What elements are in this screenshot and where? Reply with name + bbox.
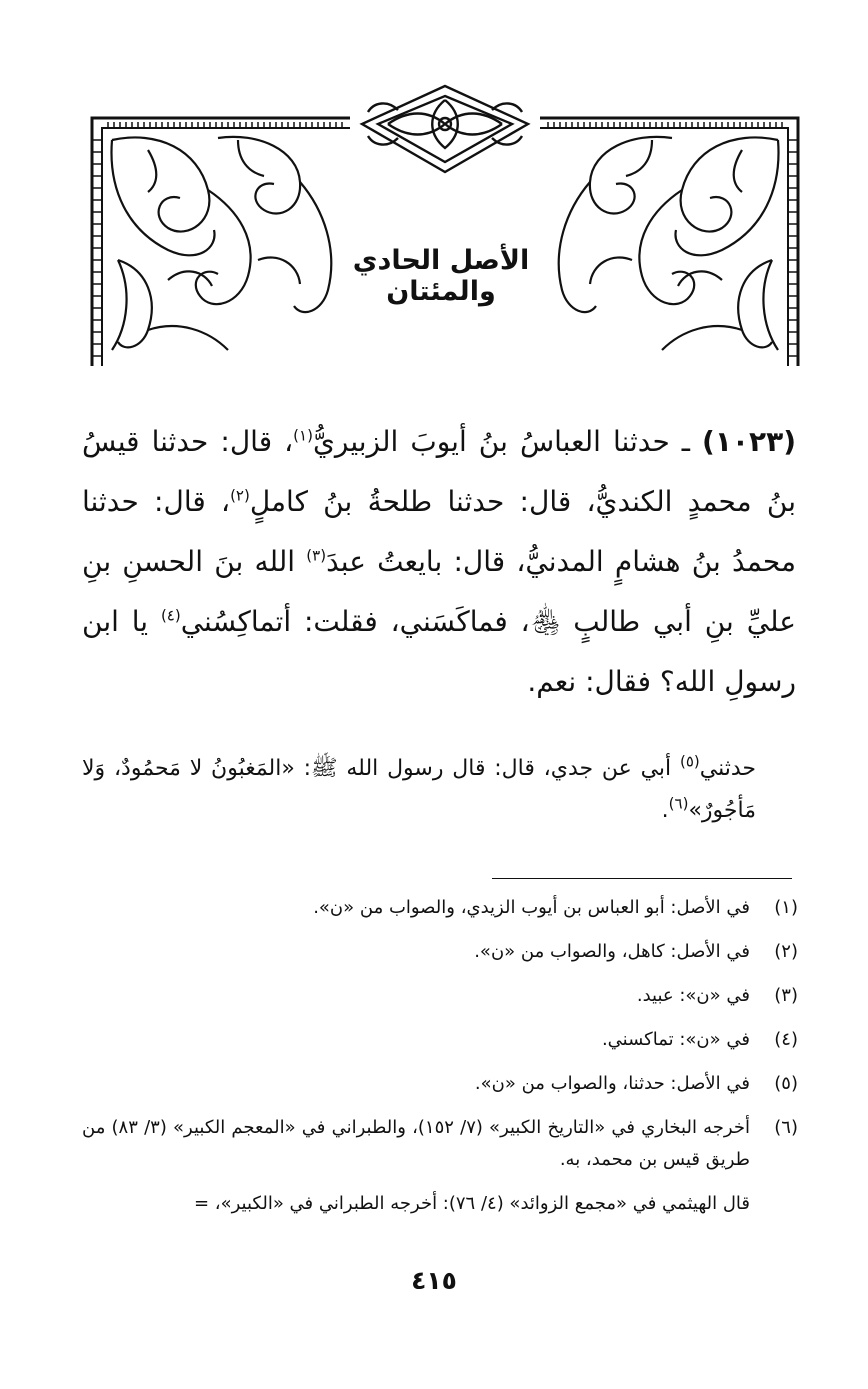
footnote-item [82,980,798,1012]
footnote-item [82,892,798,924]
footnote-ref[interactable]: (٣) [306,546,327,565]
footnote-item [82,936,798,968]
footnotes [82,892,798,1220]
footnote-item [82,1112,798,1176]
hadith-continuation [82,748,756,832]
footnote-text: في الأصل: أبو العباس بن أيوب الزيدي، والصواب من «ن». [313,897,750,918]
footnote-number: (٦) [774,1117,798,1138]
footnote-ref[interactable]: (٤) [160,606,181,625]
hadith-text-part: يا ابن رسولِ الله؟ فقال: نعم. [82,605,796,698]
footnote-ref[interactable]: (٥) [679,752,700,771]
footnote-number: (١) [774,897,798,918]
footnote-ref[interactable]: (١) [293,426,313,445]
chapter-header-ornament [88,80,802,370]
hadith-text-part: حدثنا العباسُ بنُ أيوبَ الزبيريُّ [312,425,670,458]
footnote-text: في الأصل: حدثنا، والصواب من «ن». [474,1073,750,1094]
footnote-ref[interactable]: (٢) [230,486,250,505]
footnote-item [82,1024,798,1056]
footnote-number: (٥) [774,1073,798,1094]
hadith-number: (١٠٢٣) [702,425,796,458]
footnote-number: (٢) [774,941,798,962]
hadith-sub-part: أبي عن جدي، قال: قال رسول الله ﷺ: «المَغبُونُ لا مَحمُودٌ، وَلا مَأجُورٌ» [82,756,756,823]
footnote-number: (٣) [774,985,798,1006]
footnote-ref[interactable]: (٦) [668,794,689,813]
page-number: ٤١٥ [411,1266,457,1295]
footnote-text: في الأصل: كاهل، والصواب من «ن». [474,941,750,962]
footnote-divider [492,878,792,879]
footnote-text: في «ن»: عبيد. [636,985,750,1006]
chapter-title: الأصل الحادي والمئتان [352,245,530,307]
hadith-sub-part: . [661,798,669,823]
hadith-text [82,412,796,712]
hadith-sub-part: حدثني [699,756,756,781]
footnote-number: (٤) [774,1029,798,1050]
footnote-text: أخرجه البخاري في «التاريخ الكبير» (٧/ ١٥٢)، والطبراني في «المعجم الكبير» (٣/ ٨٣) من طريق قيس بن محمد، به. [82,1117,750,1170]
hadith-text-part: ، قال: حدثنا محمدُ بنُ هشامٍ المدنيُّ، قال: بايعتُ عبدَ [82,485,796,578]
hadith-text-part: الله بنَ الحسنِ بنِ عليِّ بنِ أبي طالبٍ ﵃، فماكَسَني، فقلت: أتماكِسُني [82,545,797,638]
footnote-text: في «ن»: تماكسني. [601,1029,750,1050]
hadith-dash: ـ [669,425,703,458]
hadith-text-part: ، قال: حدثنا قيسُ بنُ محمدٍ الكنديُّ، قال: حدثنا طلحةُ بنُ كاملٍ [82,425,796,518]
footnote-continuation: قال الهيثمي في «مجمع الزوائد» (٤/ ٧٦): أخرجه الطبراني في «الكبير»، = [193,1193,750,1214]
footnote-item [82,1068,798,1100]
